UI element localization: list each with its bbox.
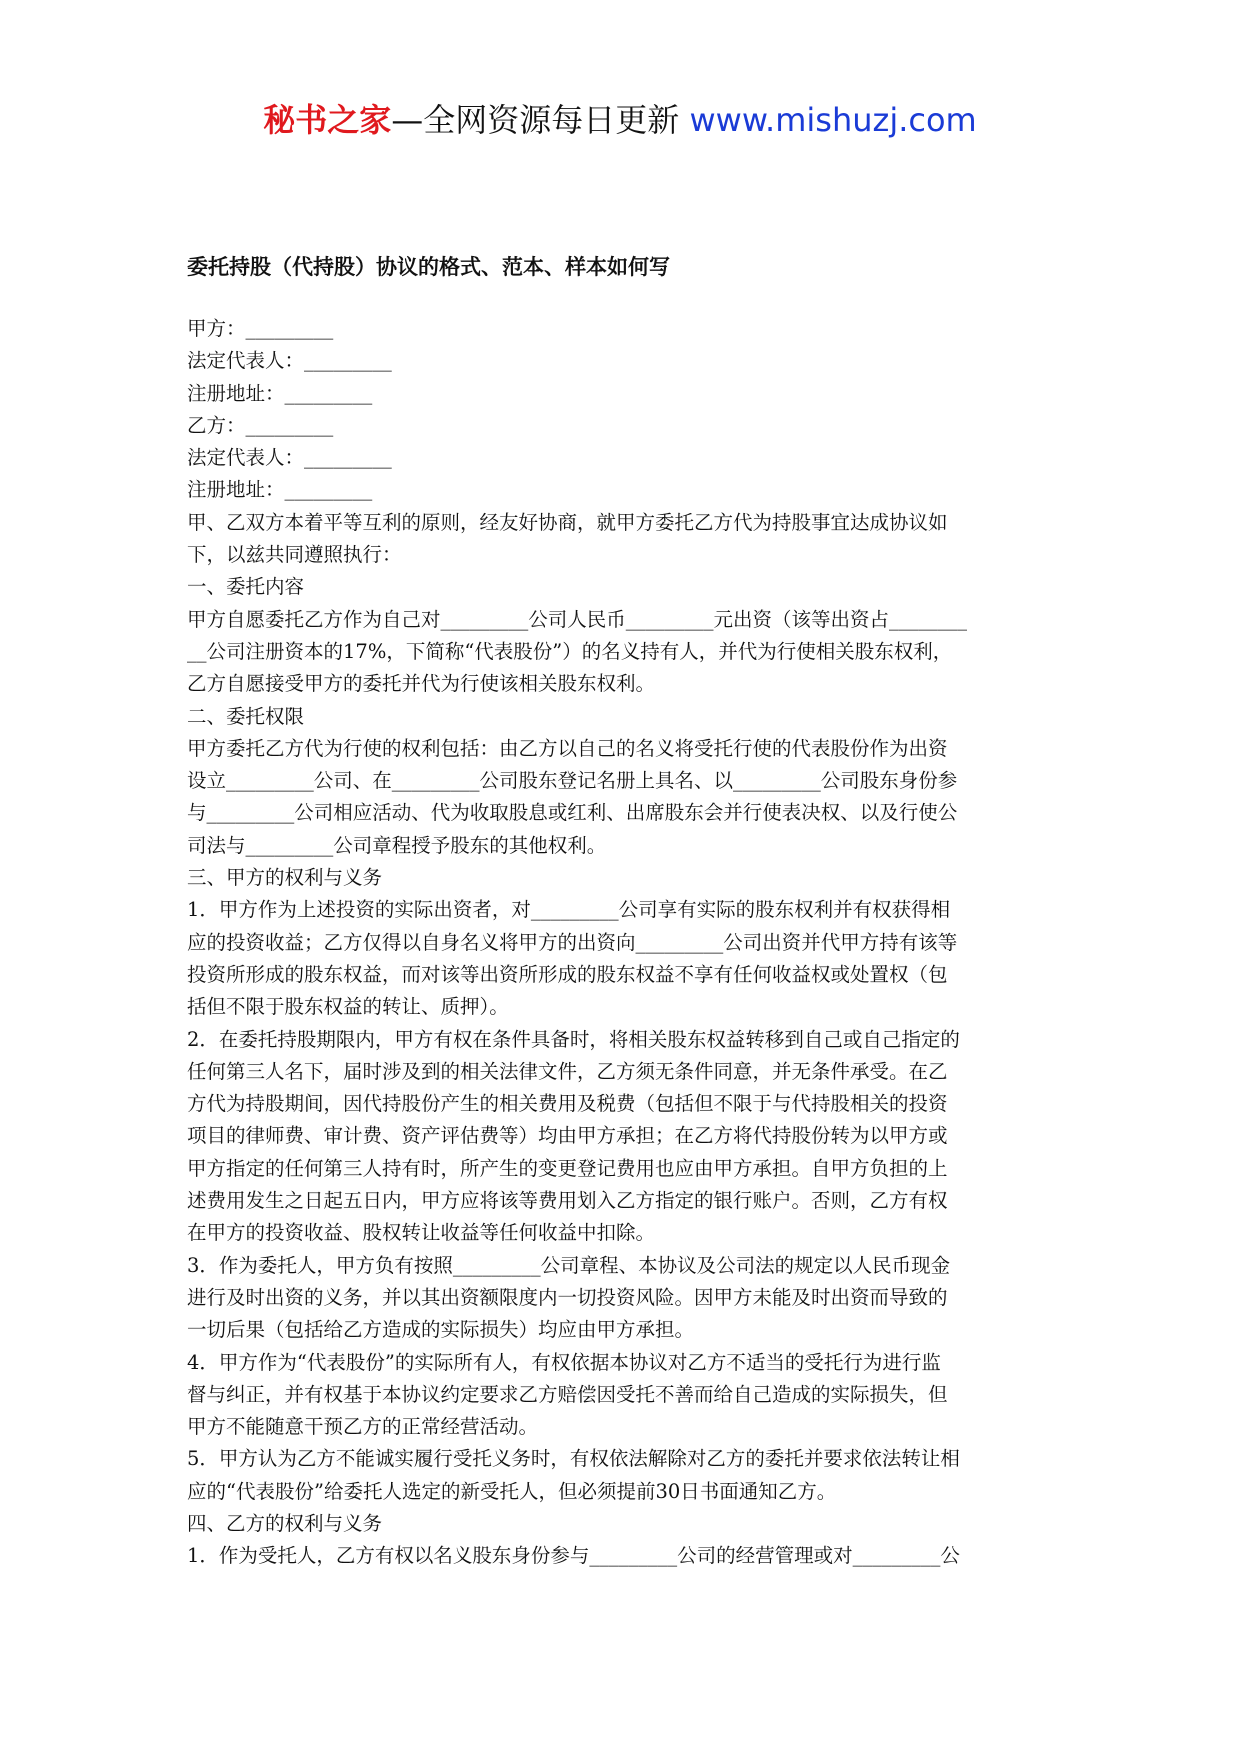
document-line: 括但不限于股东权益的转让、质押）。 [187,995,509,1019]
document-line: 进行及时出资的义务，并以其出资额限度内一切投资风险。因甲方未能及时出资而导致的 [187,1285,948,1309]
document-line: 一切后果（包括给乙方造成的实际损失）均应由甲方承担。 [187,1318,695,1342]
document-line: 乙方自愿接受甲方的委托并代为行使该相关股东权利。 [187,672,656,696]
document-line: 甲方指定的任何第三人持有时，所产生的变更登记费用也应由甲方承担。自甲方负担的上 [187,1156,948,1180]
document-line: 下，以兹共同遵照执行： [187,543,402,567]
document-line: 注册地址：_________ [187,478,373,502]
document-line: 投资所形成的股东权益，而对该等出资所形成的股东权益不享有任何收益权或处置权（包 [187,962,948,986]
brand-slogan: —全网资源每日更新 [391,101,690,139]
document-line: 司法与_________公司章程授予股东的其他权利。 [187,833,607,857]
document-line: 甲方自愿委托乙方作为自己对_________公司人民币_________元出资（该等出资占________ [187,607,968,631]
document-line: 应的投资收益；乙方仅得以自身名义将甲方的出资向_________公司出资并代甲方持有该等 [187,930,958,954]
document-line: 四、乙方的权利与义务 [187,1511,383,1535]
document-line: 注册地址：_________ [187,381,373,405]
document-title: 委托持股（代持股）协议的格式、范本、样本如何写 [187,254,670,279]
document-line: 1．作为受托人，乙方有权以名义股东身份参与_________公司的经营管理或对_________公 [187,1544,960,1568]
document-line: 设立_________公司、在_________公司股东登记名册上具名、以_________公司股东身份参 [187,769,958,793]
site-header [0,98,1240,142]
document-line: 法定代表人：_________ [187,446,392,470]
document-line: 述费用发生之日起五日内，甲方应将该等费用划入乙方指定的银行账户。否则，乙方有权 [187,1189,948,1213]
document-line: 督与纠正，并有权基于本协议约定要求乙方赔偿因受托不善而给自己造成的实际损失，但 [187,1382,948,1406]
document-line: 甲方不能随意干预乙方的正常经营活动。 [187,1415,539,1439]
brand-name: 秘书之家 [263,101,392,139]
document-line: 三、甲方的权利与义务 [187,866,383,890]
document-line: 应的“代表股份”给委托人选定的新受托人，但必须提前30日书面通知乙方。 [187,1479,837,1503]
document-line: 5．甲方认为乙方不能诚实履行受托义务时，有权依法解除对乙方的委托并要求依法转让相 [187,1447,960,1471]
document-line: 甲、乙双方本着平等互利的原则，经友好协商，就甲方委托乙方代为持股事宜达成协议如 [187,510,948,534]
document-line: 二、委托权限 [187,704,305,728]
site-url-link[interactable]: www.mishuzj.com [689,101,977,139]
document-line: 4．甲方作为“代表股份”的实际所有人，有权依据本协议对乙方不适当的受托行为进行监 [187,1350,941,1374]
document-line: 与_________公司相应活动、代为收取股息或红利、出席股东会并行使表决权、以及行使公 [187,801,958,825]
document-line: __公司注册资本的17%，下简称“代表股份”）的名义持有人，并代为行使相关股东权利， [187,639,953,663]
document-line: 任何第三人名下，届时涉及到的相关法律文件，乙方须无条件同意，并无条件承受。在乙 [187,1059,948,1083]
document-line: 2．在委托持股期限内，甲方有权在条件具备时，将相关股东权益转移到自己或自己指定的 [187,1027,960,1051]
document-line: 甲方委托乙方代为行使的权利包括：由乙方以自己的名义将受托行使的代表股份作为出资 [187,736,948,760]
document-line: 项目的律师费、审计费、资产评估费等）均由甲方承担；在乙方将代持股份转为以甲方或 [187,1124,948,1148]
document-line: 3．作为委托人，甲方负有按照_________公司章程、本协议及公司法的规定以人民币现金 [187,1253,951,1277]
document-line: 乙方：_________ [187,413,334,437]
document-line: 1．甲方作为上述投资的实际出资者，对_________公司享有实际的股东权利并有权获得相 [187,898,951,922]
document-line: 方代为持股期间，因代持股份产生的相关费用及税费（包括但不限于与代持股相关的投资 [187,1092,948,1116]
document-line: 甲方：_________ [187,317,334,340]
document-line: 法定代表人：_________ [187,349,392,373]
document-line: 在甲方的投资收益、股权转让收益等任何收益中扣除。 [187,1221,656,1245]
document-body [187,313,1053,1573]
document-line: 一、委托内容 [187,575,305,599]
